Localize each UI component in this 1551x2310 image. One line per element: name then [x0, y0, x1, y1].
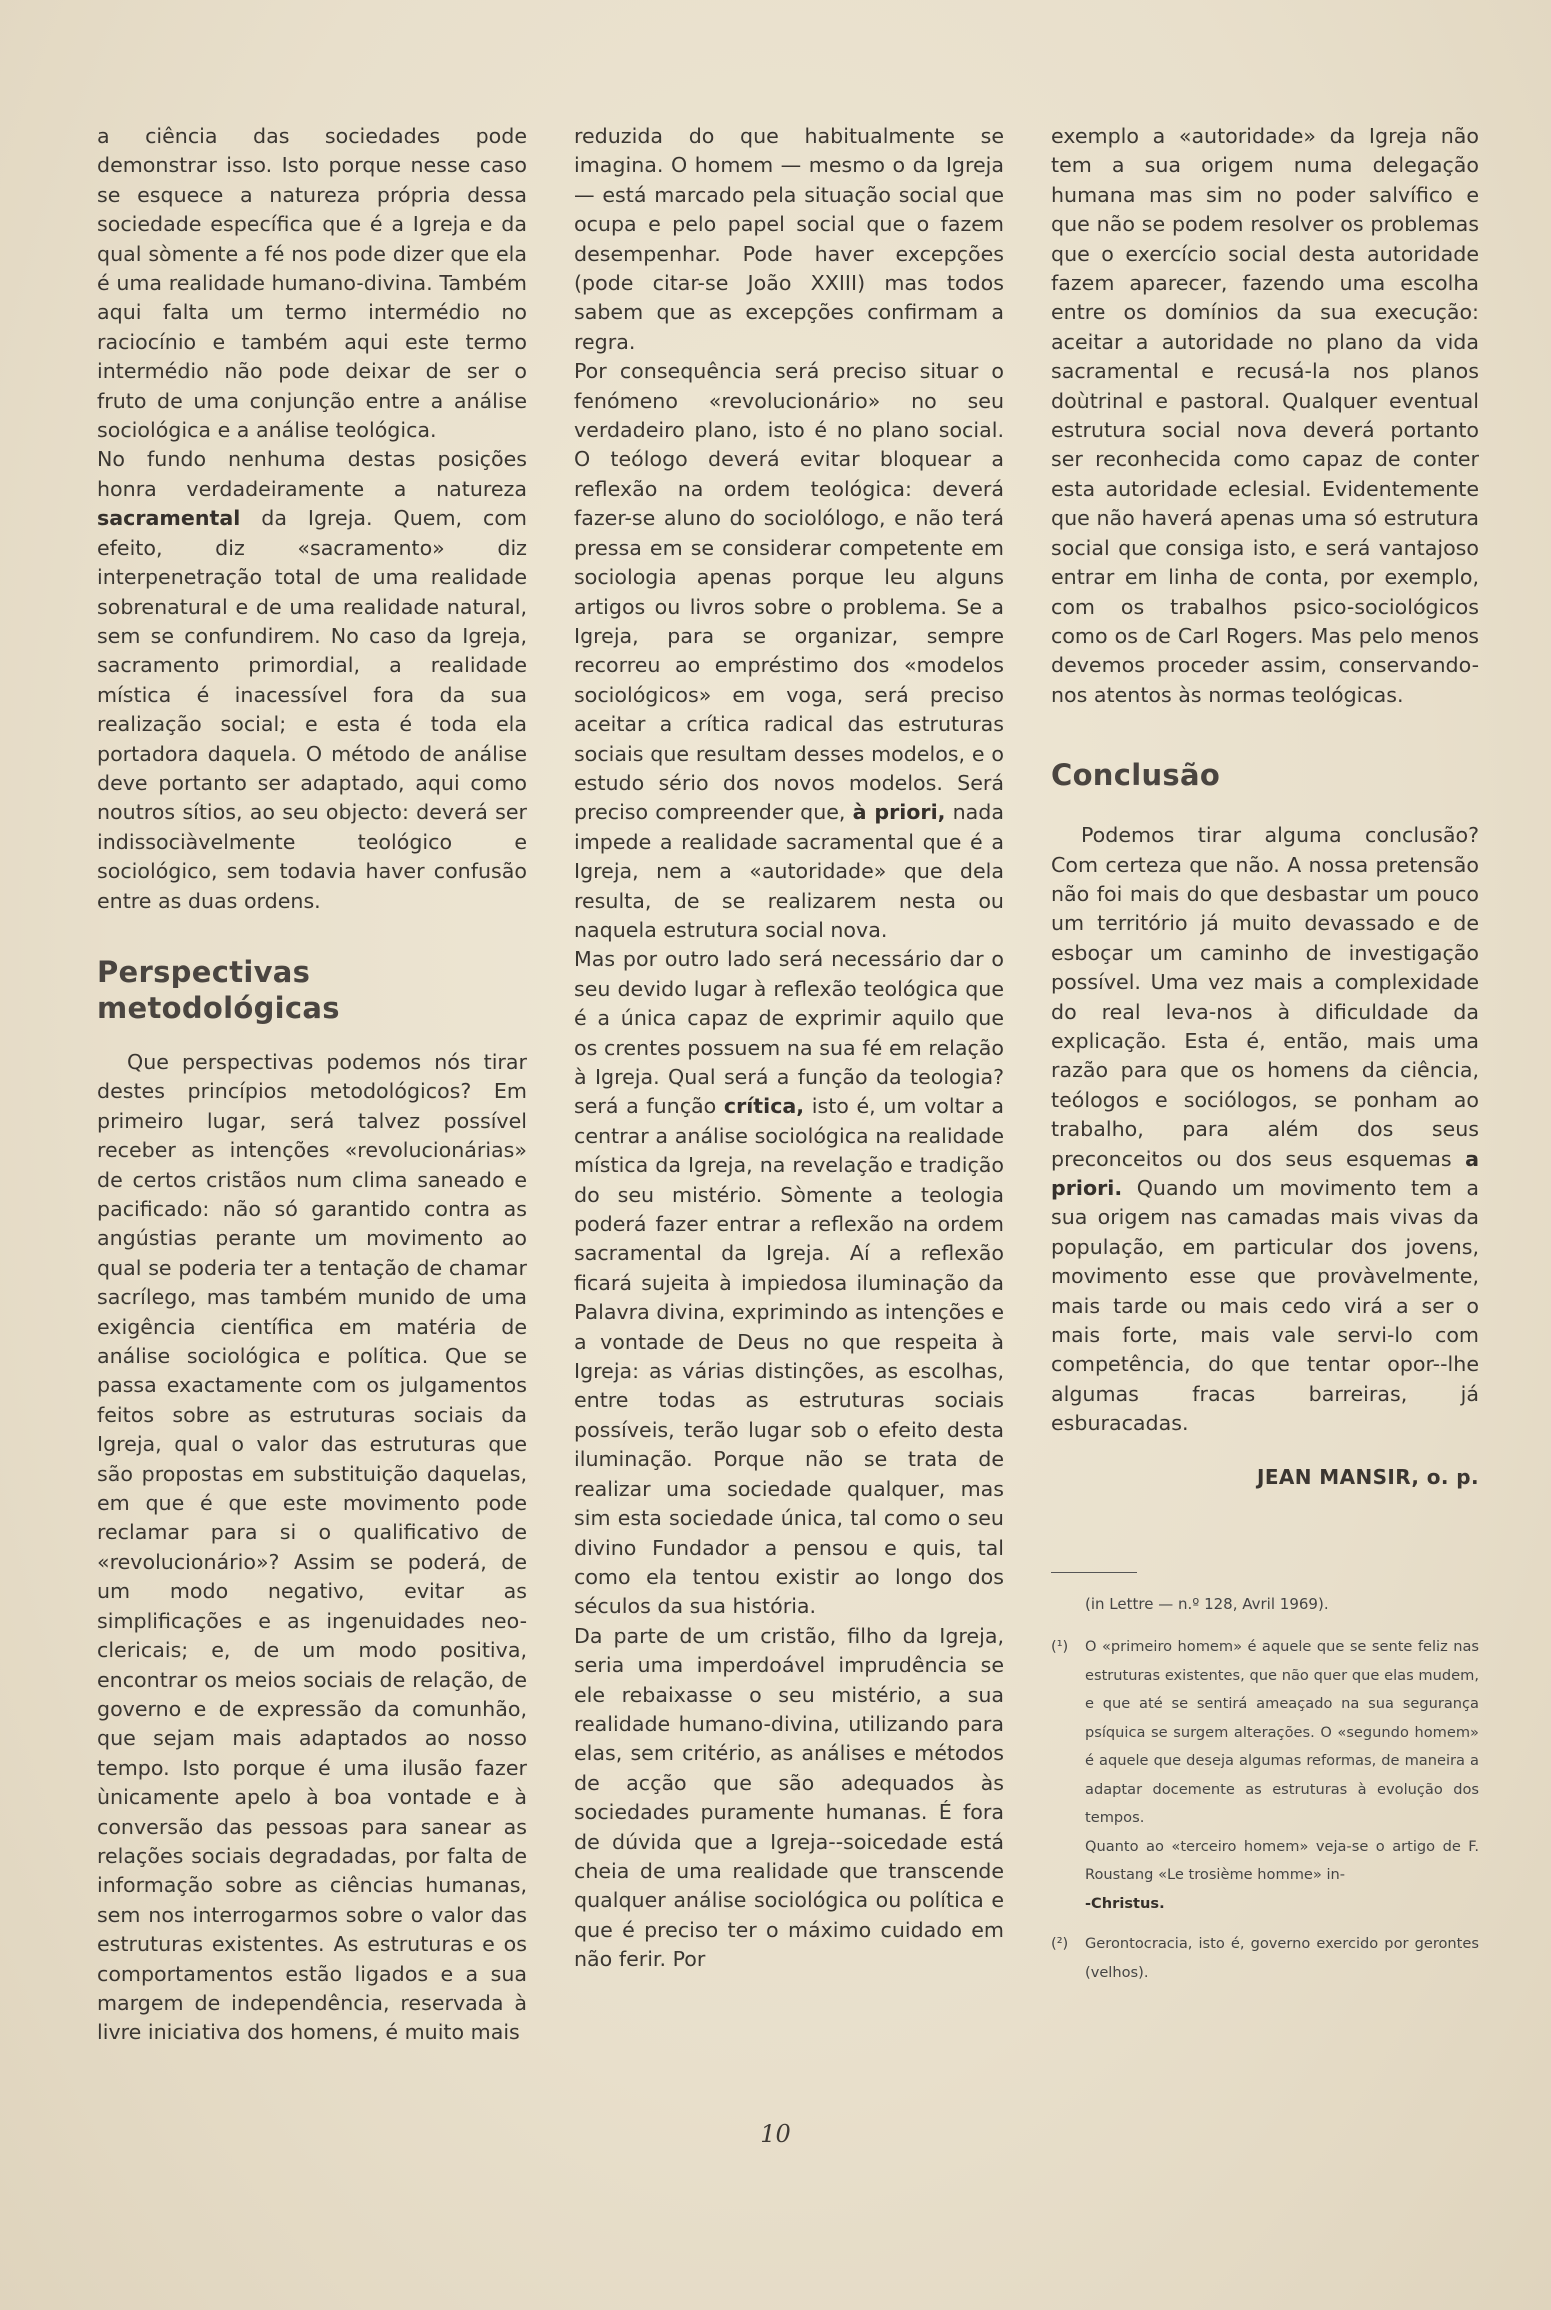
paragraph: [574, 357, 1004, 945]
paragraph: Da parte de um cristão, filho da Igreja, seria uma imperdoável imprudência se ele rebaixasse o seu mistério, a sua realidade humano-divina, utilizando para elas, sem critério, as análises e métodos de acção que são adequados às sociedades puramente humanas. É fora de dúvida que a Igreja--soicedade está cheia de uma realidade que transcende qualquer análise sociológica ou política e que é preciso ter o máximo cuidado em não ferir. Por: [574, 1623, 1004, 1972]
text-run: Mas por outro lado será necessário dar o seu devido lugar à reflexão teológica que é a única capaz de exprimir aquilo que os crentes possuem na sua fé em relação à Igreja. Qual será a função da teologia? será a função: [574, 947, 1004, 1119]
section-heading: Conclusão: [1051, 758, 1221, 793]
bold-term: crítica,: [723, 1094, 805, 1119]
paragraph: exemplo a «autoridade» da Igreja não tem a sua origem numa delegação humana mas sim no poder salvífico e que não se podem resolver os problemas que o exercício social desta autoridade fazem aparecer, fazendo uma escolha entre os domínios da sua execução: aceitar a autoridade no plano da vida sacramental e recusá-la nos planos doùtrinal e pastoral. Qualquer eventual estrutura social nova deverá portanto ser reconhecida como capaz de conter esta autoridade eclesial. Evidentemente que não haverá apenas uma só estrutura social que consiga isto, e será vantajoso entrar em linha de conta, por exemplo, com os trabalhos psico-sociológicos como os de Carl Rogers. Mas pelo menos devemos proceder assim, conservando-nos atentos às normas teológicas.: [1051, 124, 1479, 707]
author-signature: JEAN MANSIR, o. p.: [1257, 1464, 1479, 1489]
bold-term: a priori.: [1051, 1146, 1479, 1200]
bold-term: sacramental: [97, 506, 241, 531]
footnote: [1051, 1633, 1479, 1918]
bold-term: -Christus.: [1085, 1894, 1165, 1912]
text-run: isto é, um voltar a centrar a análise sociológica na realidade mística da Igreja, na revelação e tradição do seu mistério. Sòmente a teologia poderá fazer entrar a reflexão na ordem sacramental da Igreja. Aí a reflexão ficará sujeita à impiedosa iluminação da Palavra divina, exprimindo as intenções e a vontade de Deus no que respeita à Igreja: as várias distinções, as escolhas, entre todas as estruturas sociais possíveis, terão lugar sob o efeito desta iluminação. Porque não se trata de realizar uma sociedade qualquer, mas sim esta sociedade única, tal como o seu divino Fundador a pensou e quis, tal como ela tentou existir ao longo dos séculos da sua história.: [574, 1094, 1004, 1619]
text-run: Podemos tirar alguma conclusão? Com certeza que não. A nossa pretensão não foi mais do que desbastar um pouco um território já muito devassado e de esboçar um caminho de investigação possível. Uma vez mais a complexidade do real leva-nos à dificuldade da explicação. Esta é, então, mais uma razão para que os homens da ciência, teólogos e sociólogos, se ponham ao trabalho, para além dos seus preconceitos ou dos seus esquemas: [1051, 823, 1479, 1171]
paragraph: a ciência das sociedades pode demonstrar isso. Isto porque nesse caso se esquece a natureza própria dessa sociedade específica que é a Igreja e da qual sòmente a fé nos pode dizer que ela é uma realidade humano-divina. Também aqui falta um termo intermédio no raciocínio e também aqui este termo intermédio não pode deixar de ser o fruto de uma conjunção entre a análise sociológica e a análise teológica.: [97, 124, 527, 443]
text-run: No fundo nenhuma destas posições honra verdadeiramente a natureza: [97, 447, 527, 501]
footnote-text: [1085, 1633, 1479, 1918]
paragraph: reduzida do que habitualmente se imagina. O homem — mesmo o da Igreja — está marcado pela situação social que ocupa e pelo papel social que o fazem desempenhar. Pode haver excepções (pode citar-se João XXIII) mas todos sabem que as excepções confirmam a regra.: [574, 124, 1004, 354]
text-run: Por consequência será preciso situar o fenómeno «revolucionário» no seu verdadeiro plano, isto é no plano social. O teólogo deverá evitar bloquear a reflexão na ordem teológica: deverá fazer-se aluno do sociolólogo, e não terá pressa em se considerar competente em sociologia apenas porque leu alguns artigos ou livros sobre o problema. Se a Igreja, para se organizar, sempre recorreu ao empréstimo dos «modelos sociológicos» em voga, será preciso aceitar a crítica radical das estruturas sociais que resultam desses modelos, e o estudo sério dos novos modelos. Será preciso compreender que,: [574, 359, 1004, 825]
text-run: Quanto ao «terceiro homem» veja-se o artigo de F. Roustang «Le trosième homme» in-: [1085, 1837, 1479, 1884]
paragraph: [1051, 821, 1479, 1439]
source-citation: (in Lettre — n.º 128, Avril 1969).: [1085, 1595, 1329, 1614]
text-run: nada impede a realidade sacramental que é a Igreja, nem a «autoridade» que dela resulta, de se realizarem nesta ou naquela estrutura social nova.: [574, 800, 1004, 942]
paragraph: [574, 945, 1004, 1621]
text-run: Quando um movimento tem a sua origem nas camadas mais vivas da população, em particular dos jovens, movimento esse que provàvelmente, mais tarde ou mais cedo virá a ser o mais forte, mais vale servi-lo com competência, do que tentar opor--lhe algumas fracas barreiras, já esburacadas.: [1051, 1176, 1479, 1436]
column-2: [574, 122, 1004, 1975]
footnote-text: Gerontocracia, isto é, governo exercido por gerontes (velhos).: [1085, 1935, 1479, 1981]
footnote-divider: [1051, 1572, 1137, 1573]
footnotes: [1051, 1633, 1479, 1987]
bold-term: à priori,: [852, 800, 946, 825]
page-number: 10: [760, 2120, 791, 2148]
footnote-number: (²): [1051, 1935, 1069, 1953]
paragraph: [97, 445, 527, 916]
column-1: [97, 122, 527, 2048]
paragraph: Que perspectivas podemos nós tirar destes princípios metodológicos? Em primeiro lugar, será talvez possível receber as intenções «revolucionárias» de certos cristãos num clima saneado e pacificado: não só garantido contra as angústias perante um movimento ao qual se poderia ter a tentação de chamar sacrílego, mas também munido de uma exigência científica em matéria de análise sociológica e política. Que se passa exactamente com os julgamentos feitos sobre as estruturas sociais da Igreja, qual o valor das estruturas que são propostas em substituição daquelas, em que é que este movimento pode reclamar para si o qualificativo de «revolucionário»? Assim se poderá, de um modo negativo, evitar as simplificações e as ingenuidades neo-clericais; e, de um modo positiva, encontrar os meios sociais de relação, de governo e de expressão da comunhão, que sejam mais adaptados ao nosso tempo. Isto porque é uma ilusão fazer ùnicamente apelo à boa vontade e à conversão das pessoas para sanear as relações sociais degradadas, por falta de informação sobre as ciências humanas, sem nos interrogarmos sobre o valor das estruturas existentes. As estruturas e os comportamentos estão ligados e a sua margem de independência, reservada à livre iniciativa dos homens, é muito mais: [97, 1049, 527, 2045]
text-run: da Igreja. Quem, com efeito, diz «sacramento» diz interpenetração total de uma realidade sobrenatural e de uma realidade natural, sem se confundirem. No caso da Igreja, sacramento primordial, a realidade mística é inacessível fora da sua realização social; e esta é toda ela portadora daquela. O método de análise deve portanto ser adaptado, aqui como noutros sítios, ao seu objecto: deverá ser indissociàvelmente teológico e sociológico, sem todavia haver confusão entre as duas ordens.: [97, 506, 527, 913]
footnote: [1051, 1930, 1479, 1987]
footnote-number: (¹): [1051, 1638, 1069, 1656]
text-run: O «primeiro homem» é aquele que se sente feliz nas estruturas existentes, que não quer que elas mudem, e que até se sentirá ameaçado na sua segurança psíquica se surgem alterações. O «segundo homem» é aquele que deseja algumas reformas, de maneira a adaptar docemente as estruturas à evolução dos tempos.: [1085, 1638, 1479, 1827]
section-heading: Perspectivas metodológicas: [97, 954, 340, 1025]
column-3: [1051, 122, 1479, 1987]
